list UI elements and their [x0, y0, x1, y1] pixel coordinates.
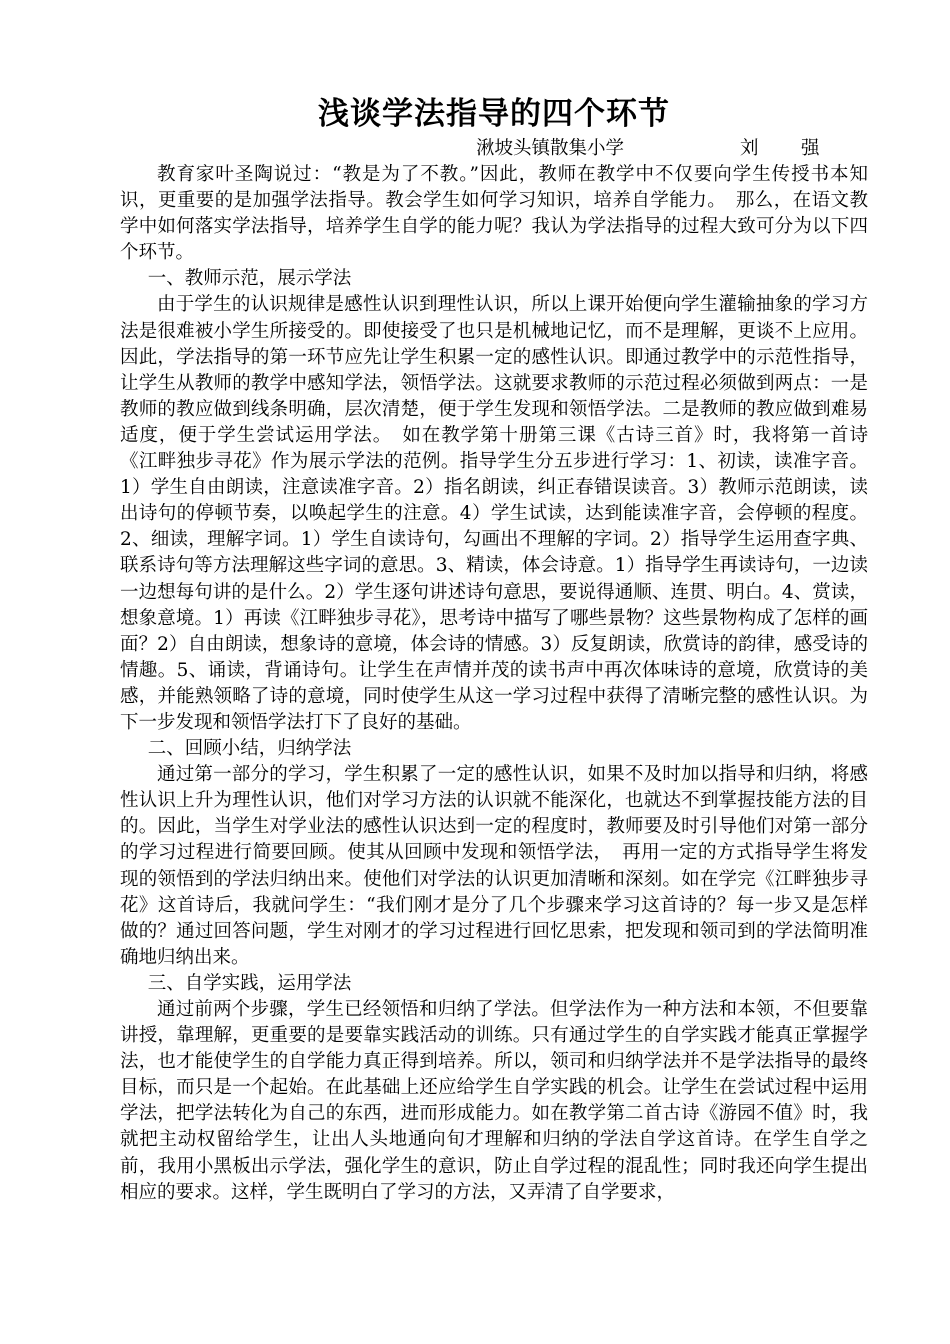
- section-3-paragraph: 通过前两个步骤，学生已经领悟和归纳了学法。但学法作为一种方法和本领，不但要靠讲授，靠理解，更重要的是要靠实践活动的训练。只有通过学生的自学实践才能真正掌握学法，也才能使学生的自学能力真正得到培养。所以，领司和归纳学法并不是学法指导的最终目标，而只是一个起始。在此基础上还应给学生自学实践的机会。让学生在尝试过程中运用学法，把学法转化为自己的东西，进而形成能力。如在教学第二首古诗《游园不值》时，我就把主动权留给学生，让出人头地通向旬才理解和归纳的学法自学这首诗。在学生自学之前，我用小黑板出示学法，强化学生的意识，防止自学过程的混乱性；同时我还向学生提出相应的要求。这样，学生既明白了学习的方法，又弄清了自学要求，: [120, 999, 868, 1203]
- section-2-paragraph: 通过第一部分的学习，学生积累了一定的感性认识，如果不及时加以指导和归纳，将感性认识上升为理性认识，他们对学习方法的认识就不能深化，也就达不到掌握技能方法的目的。因此，当学生对学业法的感性认识达到一定的程度时，教师要及时引导他们对第一部分的学习过程进行简要回顾。使其从回顾中发现和领悟学法， 再用一定的方式指导学生将发现的领悟到的学法归纳出来。使他们对学法的认识更加清晰和深刻。如在学完《江畔独步寻花》这首诗后，我就问学生：“我们刚才是分了几个步骤来学习这首诗的？每一步又是怎样做的？通过回答问题，学生对刚才的学习过程进行回忆思索，把发现和领司到的学法简明准确地归纳出来。: [120, 764, 868, 968]
- intro-paragraph: 教育家叶圣陶说过：“教是为了不教。”因此，教师在教学中不仅要向学生传授书本知识，更重要的是加强学法指导。教会学生如何学习知识，培养自学能力。 那么，在语文教学中如何落实学法指导，培养学生自学的能力呢？我认为学法指导的过程大致可分为以下四个环节。: [120, 164, 868, 264]
- section-heading-1: 一、教师示范，展示学法: [147, 268, 352, 290]
- document-body: [120, 162, 868, 1206]
- section-heading-2: 二、回顾小结，归纳学法: [147, 738, 352, 760]
- author-name: 刘 强: [740, 138, 832, 159]
- document-page: [120, 92, 868, 1206]
- author-line: [120, 136, 868, 162]
- document-title: 浅谈学法指导的四个环节: [318, 96, 670, 132]
- section-1-paragraph: 由于学生的认识规律是感性认识到理性认识，所以上课开始便向学生灌输抽象的学习方法是很难被小学生所接受的。即使接受了也只是机械地记忆，而不是理解，更谈不上应用。因此，学法指导的第一环节应先让学生积累一定的感性认识。即通过教学中的示范性指导，让学生从教师的教学中感知学法，领悟学法。这就要求教师的示范过程必须做到两点：一是教师的教应做到线条明确，层次清楚，便于学生发现和领悟学法。二是教师的教应做到难易适度，便于学生尝试运用学法。 如在教学第十册第三课《古诗三首》时，我将第一首诗《江畔独步寻花》作为展示学法的范例。指导学生分五步进行学习：1、初读，读准字音。1）学生自由朗读，注意读准字音。2）指名朗读，纠正春错误读音。3）教师示范朗读，读出诗句的停顿节奏，以唤起学生的注意。4）学生试读，达到能读准字音，会停顿的程度。2、细读，理解字词。1）学生自读诗句，勾画出不理解的字词。2）指导学生运用查字典、联系诗句等方法理解这些字词的意思。3、精读，体会诗意。1）指导学生再读诗句，一边读一边想每句讲的是什么。2）学生逐句讲述诗句意思，要说得通顺、连贯、明白。4、赏读，想象意境。1）再读《江畔独步寻花》，思考诗中描写了哪些景物？这些景物构成了怎样的画面？2）自由朗读，想象诗的意境，体会诗的情感。3）反复朗读，欣赏诗的韵律，感受诗的情趣。5、诵读，背诵诗句。让学生在声情并茂的读书声中再次体味诗的意境，欣赏诗的美感，并能熟领略了诗的意境，同时使学生从这一学习过程中获得了清晰完整的感性认识。为下一步发现和领悟学法打下了良好的基础。: [120, 294, 868, 733]
- section-heading-3: 三、自学实践，运用学法: [147, 972, 352, 994]
- author-school: 湫坡头镇散集小学: [476, 138, 625, 159]
